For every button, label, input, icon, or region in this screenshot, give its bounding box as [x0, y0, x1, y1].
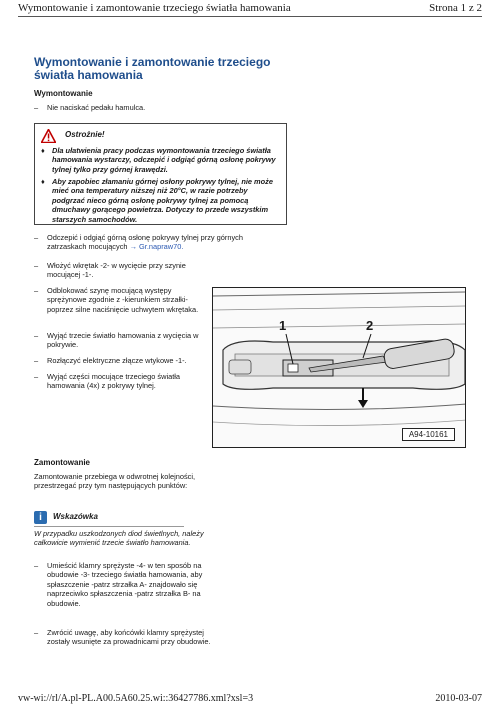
- section-heading-installation: Zamontowanie: [34, 458, 91, 467]
- caution-label: Ostrożnie!: [65, 130, 105, 139]
- step-item: [34, 233, 284, 252]
- step-item: [34, 103, 284, 112]
- step-text: Umieścić klamry sprężyste -4- w ten sposób na obudowie -3- trzeciego światła hamowania, aby spłaszczenie -patrz strzałka A- znajdowało się naprzeciwko spłaszczenia -patrz strzałka B- na obudowie.: [47, 561, 203, 608]
- note-divider: [34, 526, 184, 527]
- step-text: [34, 233, 284, 252]
- caution-bullet: [41, 177, 281, 224]
- step-text: Wyjąć części mocujące trzeciego światła hamowania (4x) z pokrywy tylnej.: [47, 372, 181, 391]
- diamond-bullet-icon: ♦: [41, 177, 45, 186]
- dash-marker: –: [34, 356, 39, 365]
- repair-group-link[interactable]: → Gr.napraw70.: [129, 242, 184, 252]
- dash-marker: –: [34, 286, 39, 295]
- page-number: Strona 1 z 2: [429, 2, 482, 14]
- figure-label-2: 2: [366, 318, 374, 333]
- step-text: Włożyć wkrętak -2- w wycięcie przy szynie mocującej -1-.: [47, 261, 186, 280]
- step-item: [34, 561, 214, 608]
- diamond-bullet-icon: ♦: [41, 146, 45, 155]
- caution-bullet-text: Aby zapobiec złamaniu górnej osłony pokrywy tylnej, nie może mieć ona temperatury niższej niż 20°C, w razie potrzeby podgrzać nieco górną osłonę pokrywy tylnej za pomocą dmuchawy gorącego powietrza. Dotyczy to przede wszystkim starszych samochodów.: [52, 177, 273, 224]
- note-label: Wskazówka: [53, 512, 98, 521]
- caution-bullet: [41, 146, 281, 174]
- step-text: Rozłączyć elektryczne złącze wtykowe -1-.: [47, 356, 187, 365]
- step-item: [34, 628, 214, 647]
- installation-intro: [34, 472, 214, 491]
- step-text: Zwrócić uwagę, aby końcówki klamry sprężystej zostały wsunięte za prowadnicami przy obudowie.: [47, 628, 211, 647]
- step-item: [34, 356, 204, 365]
- caution-box: [34, 123, 287, 225]
- info-icon: i: [34, 511, 47, 524]
- figure-label-1: 1: [279, 318, 287, 333]
- print-date: 2010-03-07: [435, 693, 482, 704]
- installation-intro-text: Zamontowanie przebiega w odwrotnej kolejności, przestrzegać przy tym następujących punktów:: [34, 472, 196, 491]
- document-title: Wymontowanie i zamontowanie trzeciego światła hamowania: [34, 55, 271, 82]
- header-divider: [18, 16, 482, 17]
- step-text: Wyjąć trzecie światło hamowania z wycięcia w pokrywie.: [47, 331, 199, 350]
- dash-marker: –: [34, 372, 39, 381]
- section-heading-removal: Wymontowanie: [34, 89, 93, 98]
- step-item: [34, 261, 204, 280]
- brake-light-illustration: [213, 288, 466, 448]
- step-text-body: Odczepić i odgiąć górną osłonę pokrywy tylnej przy górnych zatrzaskach mocujących: [47, 233, 243, 252]
- illustration-figure: [212, 287, 466, 448]
- warning-icon: [41, 129, 56, 143]
- dash-marker: –: [34, 628, 39, 637]
- caution-bullet-text: Dla ułatwienia pracy podczas wymontowania trzeciego światła hamowania wystarczy, odczepić i odgiąć górną osłonę pokrywy tylnej tylko przy górnej krawędzi.: [52, 146, 276, 174]
- dash-marker: –: [34, 233, 39, 242]
- step-item: [34, 331, 204, 350]
- dash-marker: –: [34, 261, 39, 270]
- dash-marker: –: [34, 331, 39, 340]
- dash-marker: –: [34, 561, 39, 570]
- note-text: W przypadku uszkodzonych diod świetlnych, należy całkowicie wymienić trzecie światło hamowania.: [34, 529, 204, 548]
- page-header-title: Wymontowanie i zamontowanie trzeciego światła hamowania: [18, 2, 291, 14]
- step-item: [34, 286, 204, 314]
- source-url: vw-wi://rl/A.pl-PL.A00.5A60.25.wi::36427786.xml?xsl=3: [18, 693, 254, 704]
- step-text: Odblokować szynę mocującą występy sprężynowe zgodnie z -kierunkiem strzałki- poprzez silne naciśnięcie uchwytem wkrętaka.: [47, 286, 199, 314]
- figure-code: A94-10161: [402, 428, 455, 441]
- step-text: Nie naciskać pedału hamulca.: [47, 103, 146, 112]
- dash-marker: –: [34, 103, 39, 112]
- step-item: [34, 372, 204, 391]
